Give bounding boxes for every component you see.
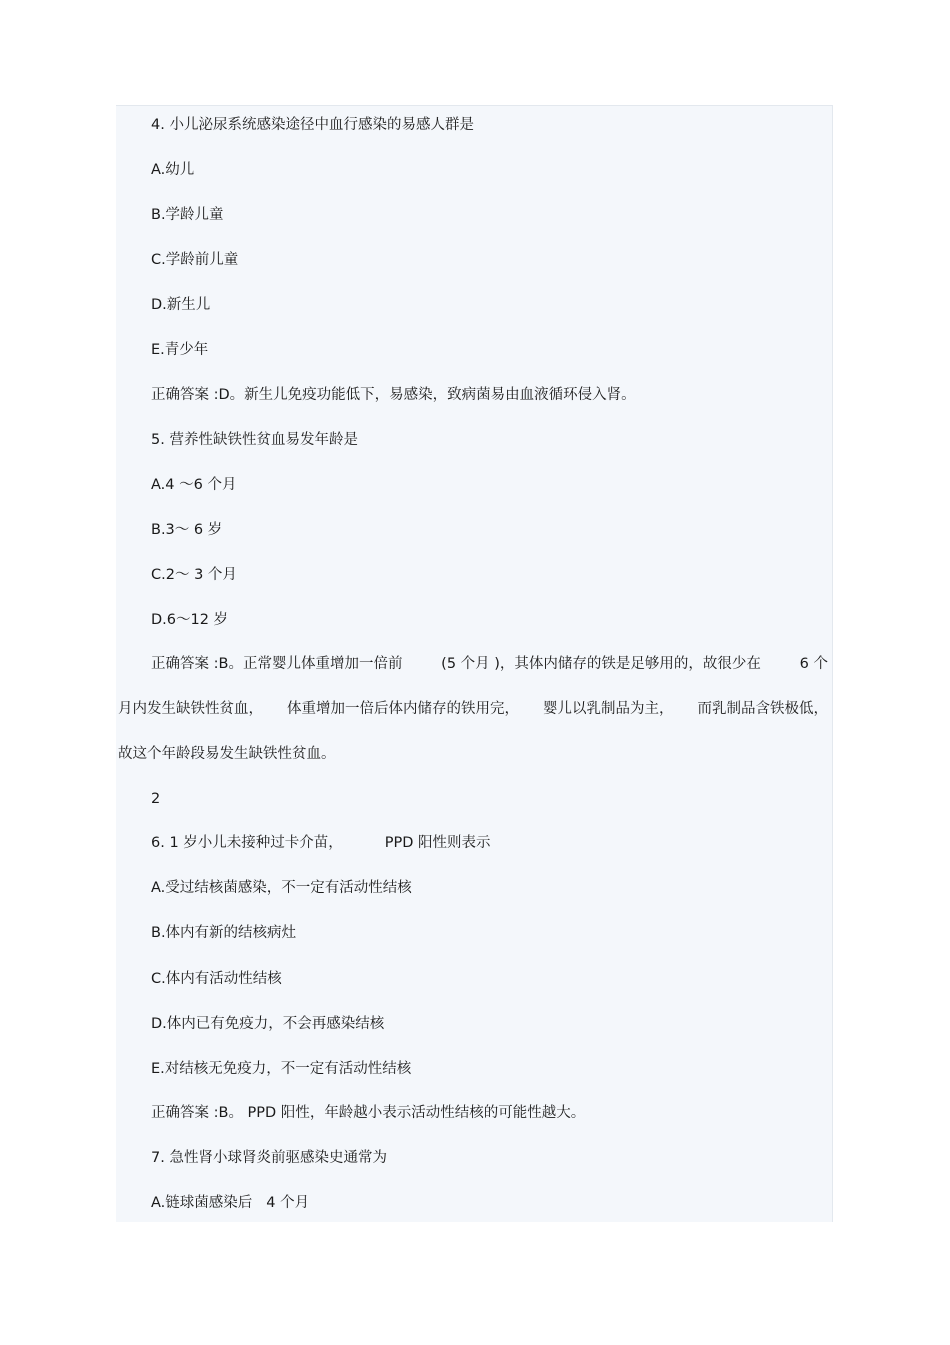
- answer-5-seg: 月内发生缺铁性贫血，: [118, 701, 263, 717]
- option-4d: D.新生儿: [151, 297, 211, 313]
- option-4b: B.学龄儿童: [151, 207, 224, 223]
- option-7a: [116, 1192, 832, 1214]
- answer-5-seg: 体重增加一倍后体内储存的铁用完，: [287, 701, 519, 717]
- answer-5-seg: 婴儿以乳制品为主，: [543, 701, 674, 717]
- question-6-part: 6. 1 岁小儿未接种过卡介苗，: [151, 835, 343, 851]
- answer-6: 正确答案 :B。 PPD 阳性，年龄越小表示活动性结核的可能性越大。: [151, 1105, 586, 1121]
- question-7: 7. 急性肾小球肾炎前驱感染史通常为: [151, 1150, 387, 1166]
- option-4c: C.学龄前儿童: [151, 252, 239, 268]
- answer-5-line-1: [116, 653, 832, 675]
- answer-5-seg: 而乳制品含铁极低，: [697, 701, 828, 717]
- answer-4: 正确答案 :D。新生儿免疫功能低下，易感染，致病菌易由血液循环侵入肾。: [151, 387, 636, 403]
- option-4e: E.青少年: [151, 342, 209, 358]
- option-6c: C.体内有活动性结核: [151, 971, 282, 987]
- option-5b: B.3～ 6 岁: [151, 522, 223, 538]
- answer-5-line-2: [116, 698, 832, 720]
- answer-5-line-3: 故这个年龄段易发生缺铁性贫血。: [118, 746, 336, 762]
- option-6a: A.受过结核菌感染，不一定有活动性结核: [151, 880, 412, 896]
- option-6d: D.体内已有免疫力，不会再感染结核: [151, 1016, 385, 1032]
- question-6-part: PPD 阳性则表示: [384, 835, 491, 851]
- option-5c: C.2～ 3 个月: [151, 567, 237, 583]
- option-5a: A.4 ～6 个月: [151, 477, 237, 493]
- question-5: 5. 营养性缺铁性贫血易发年龄是: [151, 432, 358, 448]
- question-4: 4. 小儿泌尿系统感染途径中血行感染的易感人群是: [151, 117, 474, 133]
- option-6e: E.对结核无免疫力，不一定有活动性结核: [151, 1061, 412, 1077]
- question-6: [116, 832, 832, 854]
- document-page: [116, 105, 833, 1222]
- answer-5-seg: (5 个月 )，其体内储存的铁是足够用的，故很少在: [441, 656, 761, 672]
- option-7a-part: 4 个月: [266, 1195, 310, 1211]
- option-5d: D.6～12 岁: [151, 612, 229, 628]
- option-4a: A.幼儿: [151, 162, 195, 178]
- answer-5-seg: 6 个: [799, 656, 828, 672]
- page-number: 2: [151, 791, 161, 807]
- option-7a-part: A.链球菌感染后: [151, 1195, 253, 1211]
- answer-5-seg: 正确答案 :B。正常婴儿体重增加一倍前: [151, 656, 403, 672]
- option-6b: B.体内有新的结核病灶: [151, 925, 297, 941]
